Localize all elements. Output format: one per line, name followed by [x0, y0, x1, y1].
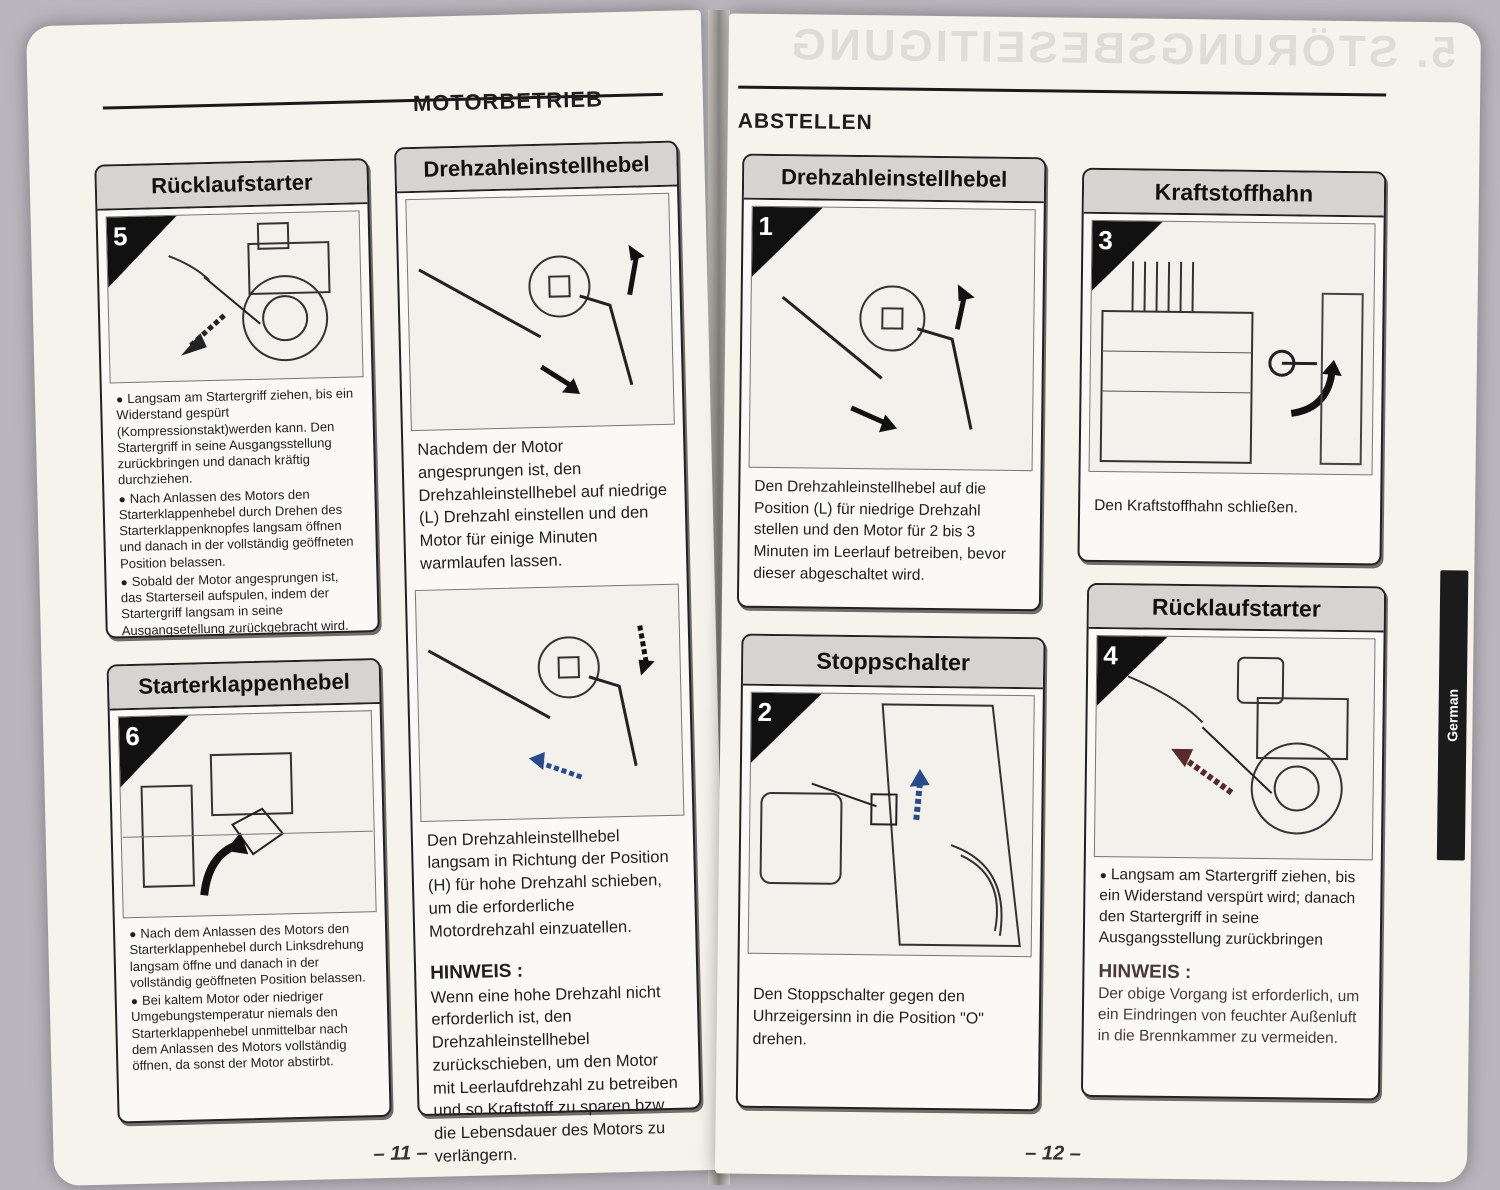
instruction-bullet: ● Nach Anlassen des Motors den Starterklappenhebel durch Drehen des Starterklappenknopfes langsam öffnen und danach in der vollständig geöffneten Position belassen.: [118, 485, 362, 572]
panel-title: Drehzahleinstellhebel: [744, 156, 1045, 204]
engine-drawing: [1095, 636, 1375, 859]
panel-text: Den Kraftstoffhahn schließen.: [1094, 496, 1299, 517]
panel-title: Stoppschalter: [743, 636, 1044, 690]
panel-text: Nachdem der Motor angesprungen ist, den Drehzahleinstellhebel auf niedrige (L) Drehzahl einstellen und den Motor für einige Minuten warmlaufen lassen.: [417, 437, 668, 573]
step-number: 5: [112, 221, 128, 252]
header-rule: [738, 86, 1386, 97]
throttle-lever-icon: [405, 193, 675, 431]
step-number: 6: [124, 720, 141, 752]
note-block: [416, 955, 701, 1177]
instruction-bullet: ● Nach dem Anlassen des Motors den Starterklappenhebel durch Linksdrehung langsam öffne und danach in der vollständig geöffneten Position belassen.: [129, 920, 373, 991]
panel-kraftstoffhahn: [1077, 168, 1386, 566]
note-title: HINWEIS :: [429, 960, 524, 985]
stop-switch-icon: [748, 692, 1035, 957]
panel-ruecklaufstarter: [1081, 583, 1386, 1101]
throttle-lever-icon: [749, 206, 1036, 471]
step-number: 1: [758, 210, 774, 242]
panel-title: Rücklaufstarter: [96, 160, 367, 211]
fuel-valve-drawing: [1090, 221, 1375, 474]
panel-stoppschalter: [736, 634, 1046, 1112]
panel-starterklappenhebel: [107, 658, 392, 1124]
language-label: German: [1444, 688, 1461, 742]
note-text: Wenn eine hohe Drehzahl nicht erforderlich ist, den Drehzahleinstellhebel zurückschieben, um den Motor mit Leerlaufdrehzahl zu betreiben und so Kraftstoff zu sparen bzw. die Lebensdauer des Motors zu verlängern.: [430, 982, 679, 1166]
pull-starter-icon: [1094, 635, 1376, 860]
panel-title: Rücklaufstarter: [1089, 585, 1385, 633]
fuel-valve-icon: [1089, 220, 1376, 475]
panel-text: Den Drehzahleinstellhebel langsam in Richtung der Position (H) für hohe Drehzahl schieben, um die erforderliche Motordrehzahl einzuatellen.: [426, 826, 669, 941]
panel-text: [115, 912, 389, 1085]
language-tab: [1437, 570, 1469, 860]
step-number: 4: [1103, 640, 1118, 671]
panel-drehzahleinstellhebel: [737, 154, 1047, 612]
throttle-lever-icon: [415, 583, 685, 821]
note-title: HINWEIS :: [1098, 960, 1192, 983]
instruction-bullet: ● Bei kaltem Motor oder niedriger Umgebungstemperatur niemals den Starterklappenhebel unmittelbar nach dem Anlassen des Motors vollständig öffnen, da sonst der Motor abstirbt.: [131, 987, 375, 1074]
panel-text: Den Drehzahleinstellhebel auf die Position (L) für niedrige Drehzahl stellen und den Motor für 2 bis 3 Minuten im Leerlauf betreiben, bevor dieser abgeschaltet wird.: [753, 477, 1007, 584]
panel-title: Starterklappenhebel: [109, 660, 380, 711]
right-page: [715, 13, 1481, 1182]
engine-drawing: [107, 211, 363, 382]
throttle-drawing-idle: [750, 207, 1035, 470]
panel-title: Kraftstoffhahn: [1084, 170, 1385, 218]
bleed-through-text: 5. STÖRUNGSBESEITIGUNG: [788, 20, 1457, 78]
note-text: Der obige Vorgang ist erforderlich, um ein Eindringen von feuchter Außenluft in die Brennkammer zu vermeiden.: [1097, 985, 1360, 1048]
throttle-drawing-low: [416, 584, 684, 820]
panel-ruecklaufstarter: [94, 158, 379, 639]
section-title: MOTORBETRIEB: [412, 86, 604, 116]
throttle-drawing-high: [406, 194, 674, 430]
left-page: [26, 10, 729, 1186]
stop-switch-drawing: [749, 693, 1034, 956]
instruction-bullet: ● Langsam am Startergriff ziehen, bis ein Widerstand gespürt (Kompressionstakt)werden kann. Den Startergriff in seine Ausgangsstellung zurückbringen und danach kräftig durchziehen.: [116, 385, 360, 488]
page-number: – 12 –: [1025, 1142, 1081, 1165]
step-number: 2: [757, 696, 773, 728]
step-number: 3: [1098, 224, 1114, 256]
panel-title: Drehzahleinstellhebel: [396, 143, 677, 194]
page-number: – 11 –: [373, 1141, 428, 1166]
instruction-bullet: ● Sobald der Motor angesprungen ist, das Starterseil aufspulen, indem der Startergriff langsam in seine Ausgangsetellung zurückgebracht wird.: [120, 568, 364, 639]
pull-starter-icon: [106, 210, 364, 383]
panel-text: Den Stoppschalter gegen den Uhrzeigersinn in die Position "O" drehen.: [752, 985, 984, 1049]
section-title: ABSTELLEN: [737, 109, 873, 135]
choke-drawing: [119, 711, 376, 917]
panel-text: [102, 377, 378, 649]
instruction-bullet: ● Langsam am Startergriff ziehen, bis ein Widerstand verspürt wird; danach den Startergriff in seine Ausgangsstellung zurückbringen: [1099, 865, 1367, 952]
choke-lever-icon: [118, 710, 377, 918]
panel-text: [1083, 857, 1380, 1059]
